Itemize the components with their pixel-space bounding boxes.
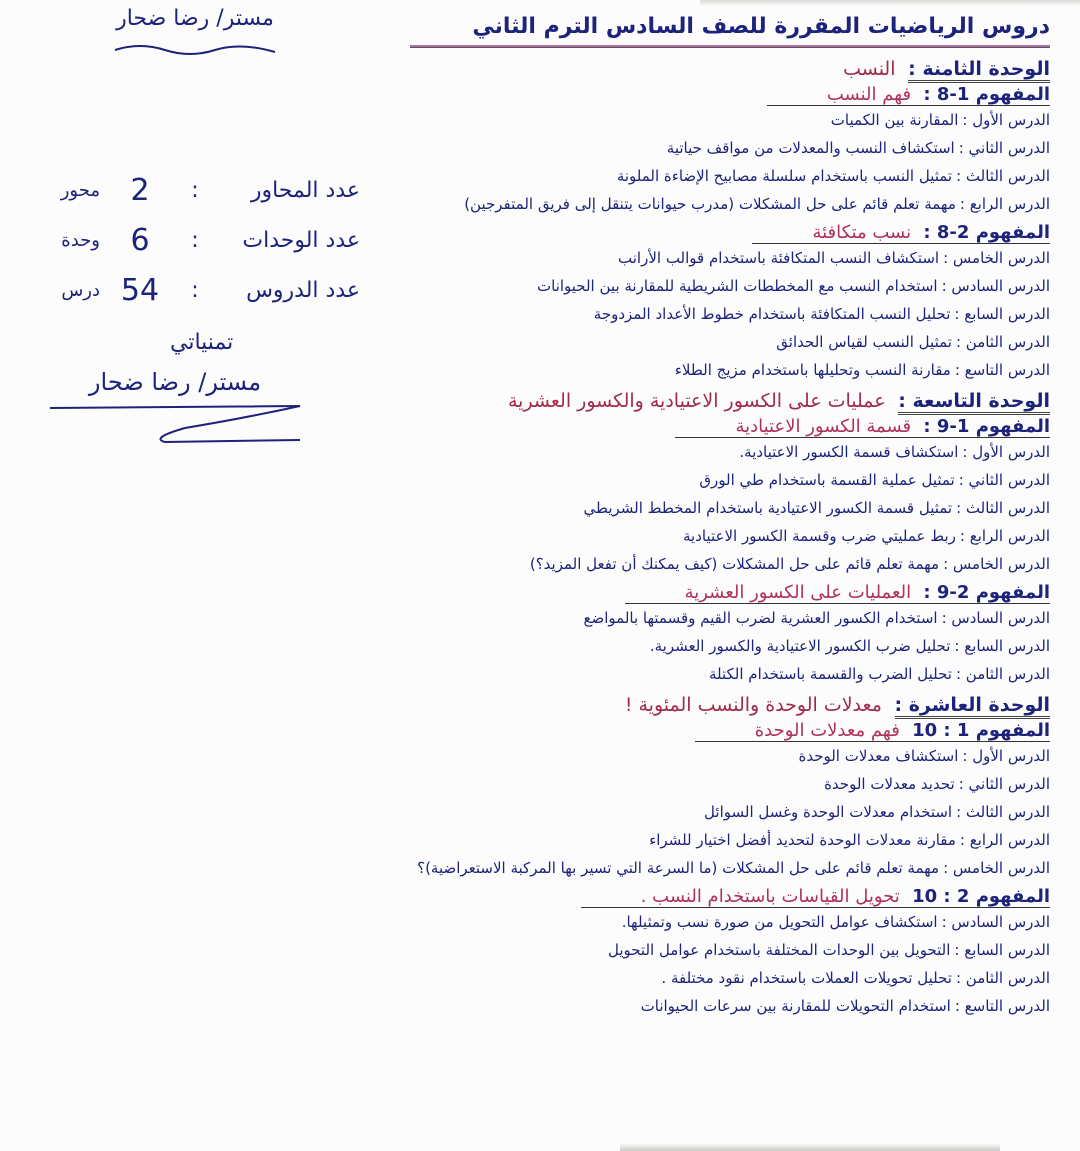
unit-heading — [350, 694, 1050, 716]
unit-subtitle: معدلات الوحدة والنسب المئوية ! — [624, 694, 882, 716]
lesson-item — [350, 770, 1050, 798]
lesson-title: استكشاف عوامل التحويل من صورة نسب وتمثيلها. — [621, 913, 938, 931]
concept-heading — [695, 720, 1050, 742]
stat-label: عدد الدروس — [246, 277, 360, 303]
lesson-number: الدرس الخامس : — [943, 859, 1050, 877]
lesson-item — [350, 992, 1050, 1020]
concept-heading — [752, 222, 1050, 244]
lesson-title: تحليل تحويلات العملات باستخدام نقود مختلفة . — [661, 969, 952, 987]
unit-heading — [350, 58, 1050, 80]
concept-subtitle: فهم معدلات الوحدة — [754, 720, 900, 741]
lesson-title: تحليل ضرب الكسور الاعتيادية والكسور العشرية. — [649, 637, 951, 655]
lesson-number: الدرس الرابع : — [959, 527, 1050, 545]
page-title: دروس الرياضيات المقررة للصف السادس الترم الثاني — [472, 14, 1050, 39]
concept-subtitle: تحويل القياسات باستخدام النسب . — [640, 886, 900, 907]
unit-label: الوحدة التاسعة : — [898, 390, 1050, 415]
unit-label: الوحدة الثامنة : — [908, 58, 1050, 83]
lesson-title: تمثيل قسمة الكسور الاعتيادية باستخدام المخطط الشريطي — [583, 499, 953, 517]
lesson-item — [350, 632, 1050, 660]
lesson-number: الدرس الأول : — [962, 111, 1050, 129]
author-signature-bottom: مستر/ رضا ضحار — [88, 368, 262, 396]
lesson-number: الدرس السابع : — [954, 305, 1050, 323]
concept-heading — [767, 84, 1050, 106]
wavy-underline-icon — [110, 40, 280, 60]
lesson-number: الدرس السادس : — [941, 609, 1050, 627]
lesson-title: تمثيل عملية القسمة باستخدام طي الورق — [699, 471, 955, 489]
lesson-item — [350, 936, 1050, 964]
lesson-number: الدرس الثامن : — [955, 969, 1050, 987]
lesson-title: استخدام معدلات الوحدة وغسل السوائل — [704, 803, 953, 821]
lesson-title: ربط عمليتي ضرب وقسمة الكسور الاعتيادية — [683, 527, 956, 545]
unit-section — [350, 694, 1050, 1020]
lesson-number: الدرس الثامن : — [955, 665, 1050, 683]
lesson-number: الدرس الرابع : — [959, 195, 1050, 213]
concept-subtitle: نسب متكافئة — [812, 222, 912, 243]
lesson-item — [350, 494, 1050, 522]
concept-heading — [581, 886, 1050, 908]
lesson-number: الدرس التاسع : — [954, 997, 1050, 1015]
thanks-text: تمنياتي — [170, 330, 234, 355]
author-signature: مستر/ رضا ضحار — [116, 6, 274, 31]
lesson-title: مقارنة النسب وتحليلها باستخدام مزيج الطلاء — [674, 361, 951, 379]
stat-colon: : — [191, 227, 199, 253]
lesson-title: تحليل النسب المتكافئة باستخدام خطوط الأعداد المزدوجة — [593, 305, 951, 323]
lessons-list — [350, 14, 1050, 1022]
lesson-number: الدرس الثالث : — [956, 499, 1050, 517]
lesson-number: الدرس الأول : — [962, 443, 1050, 461]
title-divider — [410, 45, 1050, 48]
lesson-number: الدرس الثالث : — [956, 803, 1050, 821]
lesson-title: استكشاف النسب والمعدلات من مواقف حياتية — [666, 139, 955, 157]
lesson-title: تمثيل النسب لقياس الحدائق — [776, 333, 952, 351]
stats-box — [0, 165, 360, 315]
lesson-number: الدرس الثاني : — [958, 471, 1050, 489]
lesson-item — [350, 190, 1050, 218]
signature-flourish-icon — [45, 400, 315, 450]
stat-unit: محور — [60, 179, 100, 201]
lesson-item — [350, 356, 1050, 384]
lesson-number: الدرس السادس : — [941, 277, 1050, 295]
stat-label: عدد الوحدات — [242, 227, 360, 253]
lesson-item — [350, 908, 1050, 936]
concept-subtitle: قسمة الكسور الاعتيادية — [735, 416, 912, 437]
lesson-title: استكشاف النسب المتكافئة باستخدام قوالب الأرانب — [618, 249, 940, 267]
page-edge-shadow — [700, 0, 1080, 6]
lesson-title: تمثيل النسب باستخدام سلسلة مصابيح الإضاءة الملونة — [616, 167, 953, 185]
stat-row — [0, 165, 360, 215]
stat-label: عدد المحاور — [250, 177, 360, 203]
lesson-title: المقارنة بين الكميات — [830, 111, 959, 129]
unit-heading — [350, 390, 1050, 412]
concept-label: المفهوم 1-8 : — [923, 84, 1050, 105]
lesson-title: التحويل بين الوحدات المختلفة باستخدام عوامل التحويل — [607, 941, 951, 959]
lesson-title: مهمة تعلم قائم على حل المشكلات (ما السرعة التي تسير بها المركبة الاستعراضية)؟ — [417, 859, 940, 877]
concept-label: المفهوم 2-9 : — [923, 582, 1050, 603]
unit-label: الوحدة العاشرة : — [895, 694, 1051, 719]
unit-section — [350, 58, 1050, 384]
stat-value: 6 — [130, 222, 150, 258]
lesson-item — [350, 550, 1050, 578]
concept-label: المفهوم 1 : 10 — [912, 720, 1050, 741]
lesson-number: الدرس الخامس : — [943, 555, 1050, 573]
concept-heading — [675, 416, 1050, 438]
lesson-number: الدرس الأول : — [962, 747, 1050, 765]
lesson-item — [350, 466, 1050, 494]
lesson-title: مقارنة معدلات الوحدة لتحديد أفضل اختيار للشراء — [649, 831, 956, 849]
unit-subtitle: النسب — [843, 58, 896, 80]
concept-label: المفهوم 1-9 : — [923, 416, 1050, 437]
lesson-number: الدرس الثاني : — [958, 139, 1050, 157]
stat-unit: درس — [61, 279, 100, 301]
lesson-item — [350, 798, 1050, 826]
lesson-item — [350, 964, 1050, 992]
lesson-number: الدرس الثامن : — [955, 333, 1050, 351]
concept-label: المفهوم 2 : 10 — [912, 886, 1050, 907]
lesson-number: الدرس الثالث : — [956, 167, 1050, 185]
concept-subtitle: العمليات على الكسور العشرية — [684, 582, 912, 603]
lesson-number: الدرس التاسع : — [954, 361, 1050, 379]
lesson-number: الدرس السابع : — [954, 941, 1050, 959]
lesson-title: استخدام الكسور العشرية لضرب القيم وقسمتها بالمواضع — [583, 609, 938, 627]
lesson-title: استخدام النسب مع المخططات الشريطية للمقارنة بين الحيوانات — [537, 277, 938, 295]
lesson-number: الدرس السابع : — [954, 637, 1050, 655]
lesson-title: تحديد معدلات الوحدة — [824, 775, 955, 793]
stat-colon: : — [191, 277, 199, 303]
lesson-item — [350, 826, 1050, 854]
concept-subtitle: فهم النسب — [826, 84, 912, 105]
lesson-title: استكشاف قسمة الكسور الاعتيادية. — [739, 443, 959, 461]
lesson-number: الدرس الثاني : — [958, 775, 1050, 793]
stat-colon: : — [191, 177, 199, 203]
stat-unit: وحدة — [61, 229, 100, 251]
lesson-item — [350, 106, 1050, 134]
lesson-number: الدرس السادس : — [941, 913, 1050, 931]
lesson-item — [350, 854, 1050, 882]
lesson-title: مهمة تعلم قائم على حل المشكلات (كيف يمكنك أن تفعل المزيد؟) — [529, 555, 940, 573]
lesson-title: مهمة تعلم قائم على حل المشكلات (مدرب حيوانات يتنقل إلى فريق المتفرجين) — [464, 195, 956, 213]
lesson-item — [350, 438, 1050, 466]
lesson-title: تحليل الضرب والقسمة باستخدام الكتلة — [708, 665, 952, 683]
page-edge-shadow — [620, 1143, 1000, 1151]
lesson-item — [350, 162, 1050, 190]
lesson-item — [350, 742, 1050, 770]
lesson-item — [350, 244, 1050, 272]
unit-section — [350, 390, 1050, 688]
lesson-item — [350, 272, 1050, 300]
unit-subtitle: عمليات على الكسور الاعتيادية والكسور العشرية — [507, 390, 886, 412]
lesson-item — [350, 604, 1050, 632]
stat-value: 2 — [130, 172, 150, 208]
lesson-title: استكشاف معدلات الوحدة — [798, 747, 959, 765]
lesson-item — [350, 134, 1050, 162]
lesson-item — [350, 660, 1050, 688]
concept-heading — [625, 582, 1050, 604]
stat-row — [0, 265, 360, 315]
concept-label: المفهوم 2-8 : — [923, 222, 1050, 243]
lesson-title: استخدام التحويلات للمقارنة بين سرعات الحيوانات — [640, 997, 951, 1015]
lesson-number: الدرس الرابع : — [959, 831, 1050, 849]
stat-value: 54 — [120, 272, 160, 308]
lesson-item — [350, 300, 1050, 328]
lesson-number: الدرس الخامس : — [943, 249, 1050, 267]
stat-row — [0, 215, 360, 265]
lesson-item — [350, 328, 1050, 356]
lesson-item — [350, 522, 1050, 550]
